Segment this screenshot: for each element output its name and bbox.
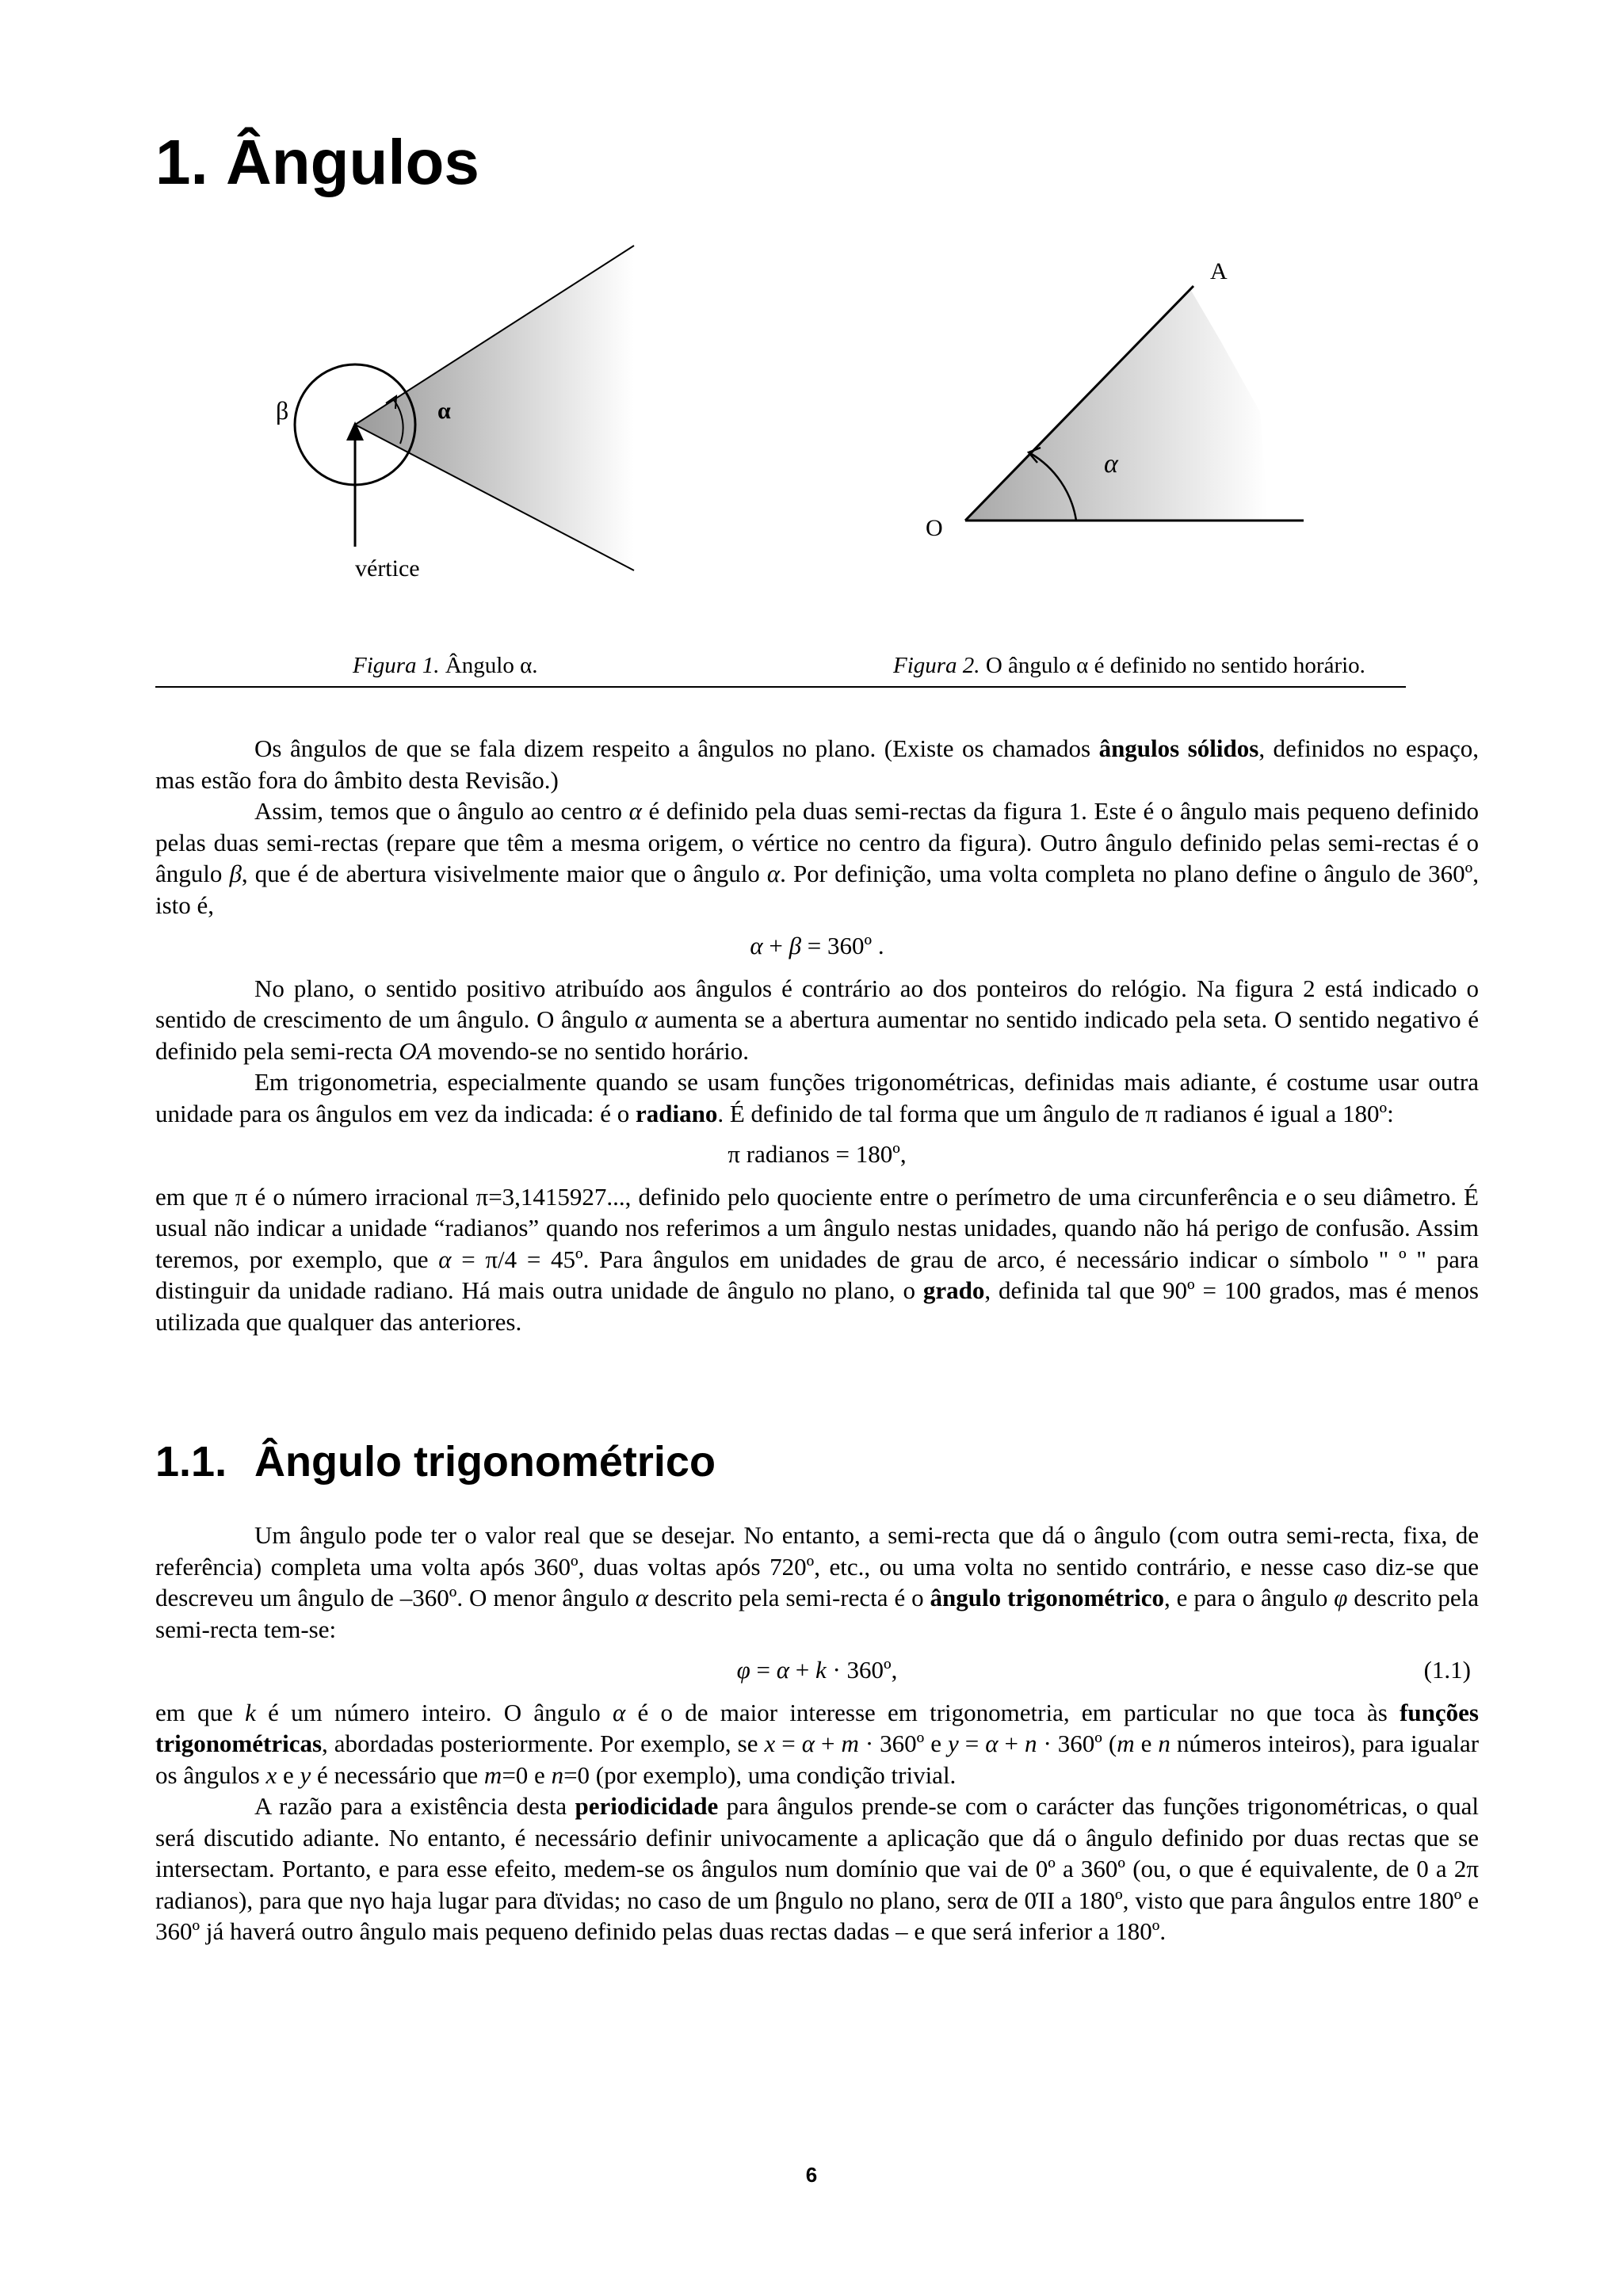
paragraph-1: Os ângulos de que se fala dizem respeito a ângulos no plano. (Existe os chamados ângulos sólidos, definidos no espaço, mas estão fora do âmbito desta Revisão.): [155, 734, 1479, 794]
figure-1-shaded-sector: [355, 246, 634, 570]
equation-number: (1.1): [1423, 1656, 1471, 1684]
equation-2: π radianos = 180º,: [727, 1140, 907, 1168]
figure-1-alpha-label: α: [437, 398, 451, 424]
figure-2-caption: Figura 2. O ângulo α é definido no sentido horário.: [893, 653, 1365, 678]
paragraph-7: em que k é um número inteiro. O ângulo α é o de maior interesse em trigonometria, em particular no que toca às funções trigonométricas, abordadas posteriormente. Por exemplo, se x = α + m · 360º e y = α + n · 360º (m e n números inteiros), para igualar os ângulos x e y é necessário que m=0 e n=0 (por exemplo), uma condição trivial.: [155, 1698, 1480, 1789]
paragraph-5: em que π é o número irracional π=3,1415927..., definido pelo quociente entre o perímetro de uma circunferência e o seu diâmetro. É usual não indicar a unidade “radianos” quando nos referimos a um ângulo nestas unidades, quando não há perigo de confusão. Assim teremos, por exemplo, que α = π/4 = 45º. Para ângulos em unidades de grau de arco, é necessário indicar o símbolo " º " para distinguir da unidade radiano. Há mais outra unidade de ângulo no plano, o grado, definida tal que 90º = 100 grados, mas é menos utilizada que qualquer das anteriores.: [155, 1182, 1479, 1336]
figure-1: [276, 246, 634, 582]
figure-1-caption: Figura 1. Ângulo α.: [353, 653, 538, 678]
caption-rule: [155, 686, 1406, 688]
paragraph-3: No plano, o sentido positivo atribuído aos ângulos é contrário ao dos ponteiros do relógio. Na figura 2 está indicado o sentido de crescimento de um ângulo. O ângulo α aumenta se a abertura aumentar no sentido indicado pela seta. O sentido negativo é definido pela semi-recta OA movendo-se no sentido horário.: [155, 974, 1479, 1065]
vertex-label: vértice: [355, 555, 420, 582]
point-A-label: A: [1210, 258, 1228, 284]
figure-1-beta-label: β: [276, 396, 289, 425]
paragraph-2: Assim, temos que o ângulo ao centro α é definido pela duas semi-rectas da figura 1. Este é o ângulo mais pequeno definido pelas duas semi-rectas (repare que têm a mesma origem, o vértice no centro da figura). Outro ângulo definido pelas semi-rectas é o ângulo β, que é de abertura visivelmente maior que o ângulo α. Por definição, uma volta completa no plano define o ângulo de 360º, isto é,: [155, 797, 1479, 919]
equation-1: α + β = 360º .: [750, 932, 884, 959]
equation-1-1: φ = α + k · 360º, (1.1): [155, 1654, 1479, 1686]
body-section-1: [155, 733, 1479, 1337]
section-heading: 1.1. Ângulo trigonométrico: [155, 1438, 716, 1486]
paragraph-6: Um ângulo pode ter o valor real que se desejar. No entanto, a semi-recta que dá o ângulo (com outra semi-recta, fixa, de referência) completa uma volta após 360º, duas voltas após 720º, etc., ou uma volta no sentido contrário, e nesse caso diz-se que descreveu um ângulo de –360º. O menor ângulo α descrito pela semi-recta é o ângulo trigonométrico, e para o ângulo φ descrito pela semi-recta tem-se:: [155, 1521, 1479, 1643]
figure-2: [926, 258, 1304, 541]
paragraph-8: A razão para a existência desta periodicidade para ângulos prende-se com o carácter das funções trigonométricas, o qual será discutido adiante. No entanto, é necessário definir univocamente a aplicação que dá o ângulo definido por duas rectas que se intersectam. Portanto, e para esse efeito, medem-se os ângulos num domínio que vai de 0º a 360º (ou, o que é equivalente, de 0 a 2π radianos), para que nγo haja lugar para dϊvidas; no caso de um βngulo no plano, serα de 0ΊΙ a 180º, visto que para ângulos entre 180º e 360º já haverá outro ângulo mais pequeno definido pelas duas rectas dadas – e que será inferior a 180º.: [155, 1792, 1479, 1945]
figure-2-alpha-label: α: [1104, 449, 1118, 479]
body-section-1-1: [155, 1520, 1479, 1947]
chapter-title: 1. Ângulos: [155, 127, 479, 197]
figure-2-shaded-area: [965, 289, 1268, 521]
paragraph-4: Em trigonometria, especialmente quando se usam funções trigonométricas, definidas mais adiante, é costume usar outra unidade para os ângulos em vez da indicada: é o radiano. É definido de tal forma que um ângulo de π radianos é igual a 180º:: [155, 1068, 1479, 1127]
page-number: 6: [805, 2163, 818, 2187]
point-O-label: O: [926, 515, 943, 541]
figures: [0, 0, 1623, 697]
